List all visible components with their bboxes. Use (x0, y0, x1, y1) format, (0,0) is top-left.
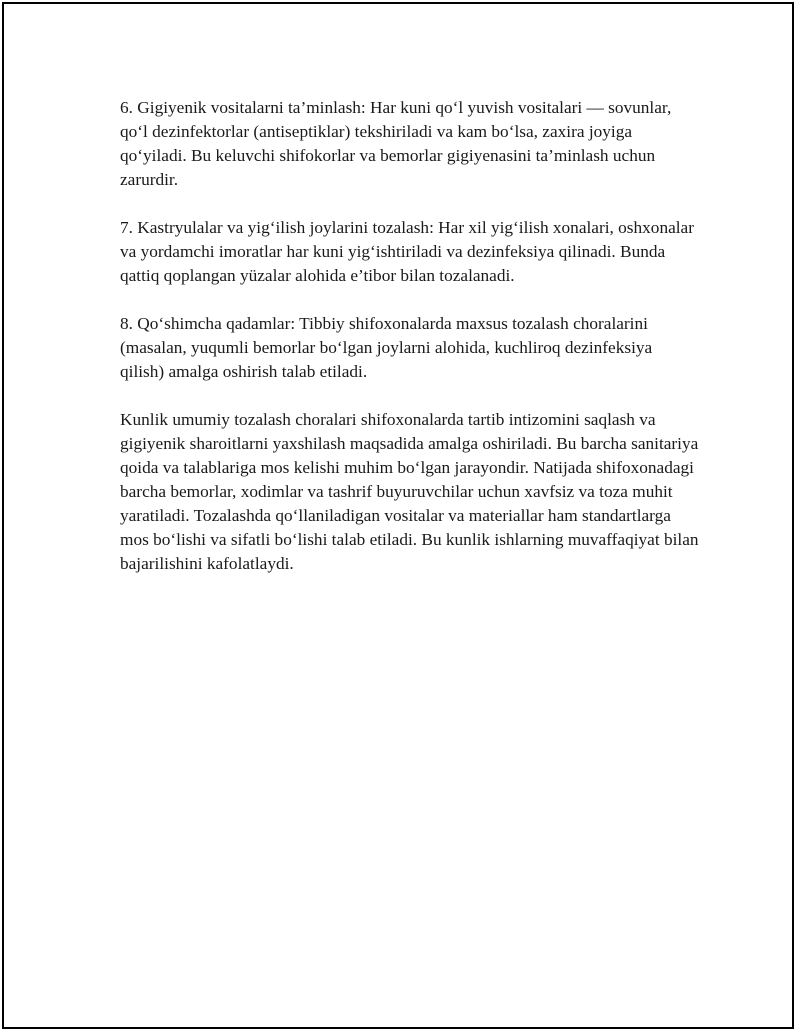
paragraph-hygiene-supplies: 6. Gigiyenik vositalarni ta’minlash: Har kuni qo‘l yuvish vositalari — sovunlar, qo‘l dezinfektorlar (antiseptiklar) tekshiriladi va kam bo‘lsa, zaxira joyiga qo‘yiladi. Bu keluvchi shifokorlar va bemorlar gigiyenasini ta’minlash uchun zarurdir. (120, 98, 672, 189)
paragraph-kitchen-cleaning: 7. Kastryulalar va yig‘ilish joylarini tozalash: Har xil yig‘ilish xonalari, oshxonalar va yordamchi imoratlar har kuni yig‘ishtiriladi va dezinfeksiya qilinadi. Bunda qattiq qoplangan yüzalar alohida e’tibor bilan tozalanadi. (120, 218, 694, 285)
paragraph-additional-steps: 8. Qo‘shimcha qadamlar: Tibbiy shifoxonalarda maxsus tozalash choralarini (masalan, yuqumli bemorlar bo‘lgan joylarni alohida, kuchliroq dezinfeksiya qilish) amalga oshirish talab etiladi. (120, 314, 653, 381)
document-body (120, 96, 700, 600)
document-page (2, 2, 794, 1029)
paragraph-conclusion: Kunlik umumiy tozalash choralari shifoxonalarda tartib intizomini saqlash va gigiyenik sharoitlarni yaxshilash maqsadida amalga oshiriladi. Bu barcha sanitariya qoida va talablariga mos kelishi muhim bo‘lgan jarayondir. Natijada shifoxonadagi barcha bemorlar, xodimlar va tashrif buyuruvchilar uchun xavfsiz va toza muhit yaratiladi. Tozalashda qo‘llaniladigan vositalar va materiallar ham standartlarga mos bo‘lishi va sifatli bo‘lishi talab etiladi. Bu kunlik ishlarning muvaffaqiyat bilan bajarilishini kafolatlaydi. (120, 410, 699, 573)
